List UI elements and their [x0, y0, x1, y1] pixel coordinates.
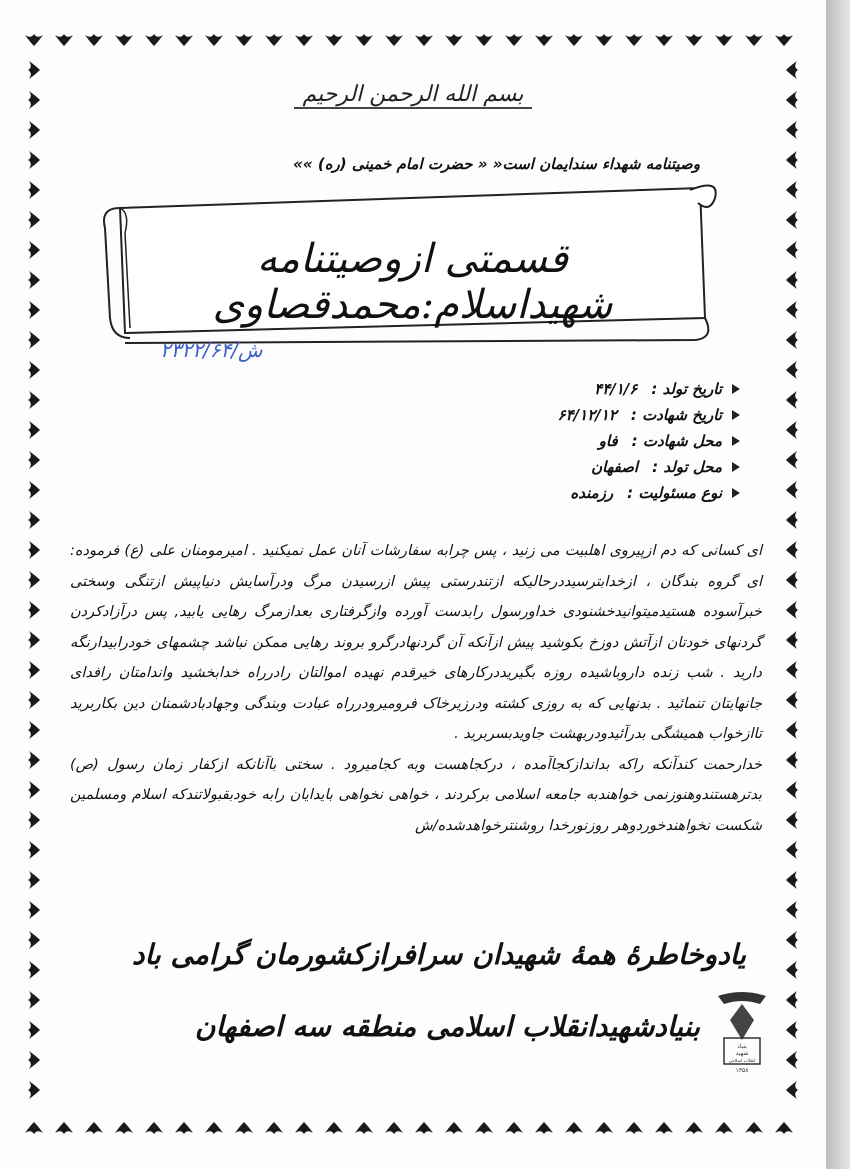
- body-paragraph: خدارحمت کندآنکه راکه بداندازکجاآمده ، درکجاهست وبه کجامیرود . سختی باآنانکه ازکفار زمان رسول (ص) بدترهستندوهنوزنمی خواهندبه جامعه اسلامی برکردند ، خواهی نخواهی بایدایان رابه خودبقبولاتندکه اسلام ومسلمین شکست نخواهندخوردوهر روزنورخدا روشنترخواهدشده/ش: [70, 756, 762, 834]
- border-motif: [786, 1051, 798, 1069]
- border-motif: [265, 34, 283, 46]
- info-label: تاریخ تولد :: [651, 380, 722, 398]
- border-motif: [28, 751, 40, 769]
- border-motif: [265, 1122, 283, 1134]
- border-motif: [85, 34, 103, 46]
- border-motif: [715, 1122, 733, 1134]
- bismillah-calligraphy: بسم الله الرحمن الرحیم: [0, 82, 826, 107]
- info-value: فاو: [598, 432, 618, 450]
- info-value: ۶۴/۱۲/۱۲: [557, 406, 617, 424]
- border-motif: [28, 1081, 40, 1099]
- info-martyrdom-place: [558, 428, 740, 454]
- border-motif: [28, 301, 40, 319]
- border-motif: [565, 1122, 583, 1134]
- border-motif: [28, 511, 40, 529]
- border-motif: [786, 121, 798, 139]
- border-motif: [385, 34, 403, 46]
- border-motif: [28, 991, 40, 1009]
- border-motif: [786, 421, 798, 439]
- border-motif: [385, 1122, 403, 1134]
- border-motif: [355, 1122, 373, 1134]
- info-birth-date: [558, 376, 740, 402]
- border-motif: [775, 1122, 793, 1134]
- border-motif: [775, 34, 793, 46]
- border-motif: [786, 781, 798, 799]
- border-motif: [786, 211, 798, 229]
- border-motif: [786, 601, 798, 619]
- border-motif: [85, 1122, 103, 1134]
- border-motif: [786, 691, 798, 709]
- border-motif: [115, 1122, 133, 1134]
- border-motif: [565, 34, 583, 46]
- body-paragraph: ای کسانی که دم ازپیروی اهلبیت می زنید ، پس چرابه سفارشات آنان عمل نمیکنید . امیرمومنان علی (ع) فرموده: ای گروه بندگان ، ازخدابترسیددرحالیکه ازتندرستی پیش ازرسیدن مرگ ودرآسایش دنیاپیش ازتنگی وسختی خبرآسوده هستیدمیتوانیدخشنودی خداورسول رابدست آورده وازگرفتاری بعدازمرگ رهایی یابید, پس درآزادکردن گردنهای خودتان ازآتش دوزخ بکوشید پیش ازآنکه آن گردنهادرگرو بروند رهایی ممکن نباشد چشمهای خودرابیدارنگه دارید . شب زنده داروباشیده روزه بگیریددرکارهای خیرقدم نهیده اموالتان رادرراه خدابخشید واندامتان رافدای جانهایتان تنمائید . بدنهایی که به روزی کشته ودرزیرخاک فرومیرودرراه عبادت وبندگی وجهادبادشمنان دین بکاربرید تاازخواب همیشگی بدرآئیدودربهشت جاویدبسربرید .: [70, 543, 762, 742]
- info-label: محل تولد :: [652, 458, 722, 476]
- footer-organization: بنیادشهیدانقلاب اسلامی منطقه سه اصفهان: [194, 1010, 700, 1043]
- border-motif: [786, 241, 798, 259]
- arrow-bullet-icon: [732, 436, 740, 446]
- info-value: رزمنده: [570, 484, 614, 502]
- border-motif: [325, 1122, 343, 1134]
- border-motif: [745, 1122, 763, 1134]
- border-motif: [295, 1122, 313, 1134]
- border-motif: [475, 1122, 493, 1134]
- border-motif: [595, 1122, 613, 1134]
- border-motif: [786, 151, 798, 169]
- border-motif: [786, 331, 798, 349]
- page-edge: [826, 0, 850, 1169]
- border-motif: [28, 781, 40, 799]
- border-motif: [786, 481, 798, 499]
- border-motif: [28, 871, 40, 889]
- border-motif: [415, 1122, 433, 1134]
- border-motif: [625, 34, 643, 46]
- border-motif: [28, 961, 40, 979]
- border-motif: [25, 1122, 43, 1134]
- border-motif: [55, 1122, 73, 1134]
- border-motif: [786, 751, 798, 769]
- border-motif: [28, 931, 40, 949]
- intro-quote: وصیتنامه شهداء سندایمان است« « حضرت امام خمینی (ره) »»: [293, 155, 700, 173]
- border-motif: [475, 34, 493, 46]
- border-motif: [786, 901, 798, 919]
- border-motif: [595, 34, 613, 46]
- info-label: نوع مسئولیت :: [627, 484, 722, 502]
- border-motif: [28, 721, 40, 739]
- border-motif: [175, 34, 193, 46]
- border-motif: [28, 181, 40, 199]
- border-motif: [28, 451, 40, 469]
- martyr-foundation-logo-icon: [710, 990, 774, 1074]
- border-motif: [28, 1051, 40, 1069]
- border-motif: [115, 34, 133, 46]
- border-motif: [786, 271, 798, 289]
- svg-text:۱۳۵۸: ۱۳۵۸: [735, 1067, 749, 1074]
- border-motif: [445, 1122, 463, 1134]
- will-body: [70, 536, 762, 841]
- info-label: تاریخ شهادت :: [630, 406, 722, 424]
- border-motif: [28, 901, 40, 919]
- border-motif: [175, 1122, 193, 1134]
- border-motif: [325, 34, 343, 46]
- info-responsibility: [558, 480, 740, 506]
- border-motif: [235, 34, 253, 46]
- border-motif: [786, 931, 798, 949]
- border-motif: [685, 34, 703, 46]
- border-motif: [25, 34, 43, 46]
- border-motif: [505, 34, 523, 46]
- border-motif: [535, 1122, 553, 1134]
- footer-tribute: یادوخاطرهٔ همهٔ شهیدان سرافرازکشورمان گرامی باد: [131, 938, 746, 971]
- info-value: ۴۴/۱/۶: [594, 380, 638, 398]
- border-motif: [786, 661, 798, 679]
- arrow-bullet-icon: [732, 384, 740, 394]
- info-value: اصفهان: [591, 458, 639, 476]
- border-motif: [28, 541, 40, 559]
- border-motif: [786, 361, 798, 379]
- border-motif: [145, 1122, 163, 1134]
- border-motif: [445, 34, 463, 46]
- border-motif: [786, 451, 798, 469]
- svg-text:شهید: شهید: [735, 1050, 749, 1057]
- border-motif: [535, 34, 553, 46]
- border-motif: [625, 1122, 643, 1134]
- border-motif: [786, 301, 798, 319]
- border-motif: [786, 1021, 798, 1039]
- reference-number: ش/۲۳۲۲/۶۴: [160, 338, 263, 362]
- border-motif: [415, 34, 433, 46]
- border-motif: [28, 361, 40, 379]
- border-motif: [28, 271, 40, 289]
- martyr-info-list: [558, 376, 740, 506]
- border-motif: [715, 34, 733, 46]
- info-label: محل شهادت :: [631, 432, 722, 450]
- border-motif: [786, 721, 798, 739]
- border-motif: [295, 34, 313, 46]
- border-motif: [786, 811, 798, 829]
- border-motif: [28, 481, 40, 499]
- border-motif: [786, 841, 798, 859]
- border-motif: [28, 601, 40, 619]
- border-motif: [28, 241, 40, 259]
- arrow-bullet-icon: [732, 410, 740, 420]
- border-motif: [786, 961, 798, 979]
- border-motif: [786, 391, 798, 409]
- border-motif: [786, 541, 798, 559]
- border-motif: [786, 181, 798, 199]
- border-motif: [28, 211, 40, 229]
- border-motif: [745, 34, 763, 46]
- border-motif: [786, 511, 798, 529]
- border-motif: [28, 631, 40, 649]
- border-motif: [28, 1021, 40, 1039]
- border-motif: [786, 1081, 798, 1099]
- border-motif: [28, 391, 40, 409]
- border-motif: [28, 571, 40, 589]
- info-martyrdom-date: [558, 402, 740, 428]
- border-motif: [205, 1122, 223, 1134]
- border-motif: [786, 631, 798, 649]
- arrow-bullet-icon: [732, 462, 740, 472]
- border-motif: [786, 991, 798, 1009]
- info-birth-place: [558, 454, 740, 480]
- border-motif: [786, 871, 798, 889]
- border-motif: [235, 1122, 253, 1134]
- border-motif: [355, 34, 373, 46]
- border-motif: [505, 1122, 523, 1134]
- border-motif: [28, 661, 40, 679]
- border-motif: [28, 61, 40, 79]
- svg-text:بنیاد: بنیاد: [737, 1043, 747, 1050]
- border-motif: [655, 34, 673, 46]
- border-motif: [28, 841, 40, 859]
- will-title: قسمتی ازوصیتنامه شهیداسلام:محمدقصاوی: [212, 236, 613, 328]
- border-motif: [28, 811, 40, 829]
- title-scroll-banner: [100, 178, 725, 348]
- border-motif: [28, 421, 40, 439]
- border-motif: [786, 61, 798, 79]
- border-motif: [28, 121, 40, 139]
- border-motif: [28, 151, 40, 169]
- arrow-bullet-icon: [732, 488, 740, 498]
- border-motif: [55, 34, 73, 46]
- border-motif: [786, 571, 798, 589]
- border-motif: [28, 331, 40, 349]
- border-motif: [145, 34, 163, 46]
- border-motif: [205, 34, 223, 46]
- svg-text:انقلاب اسلامی: انقلاب اسلامی: [728, 1059, 756, 1064]
- border-motif: [655, 1122, 673, 1134]
- border-motif: [28, 691, 40, 709]
- border-motif: [685, 1122, 703, 1134]
